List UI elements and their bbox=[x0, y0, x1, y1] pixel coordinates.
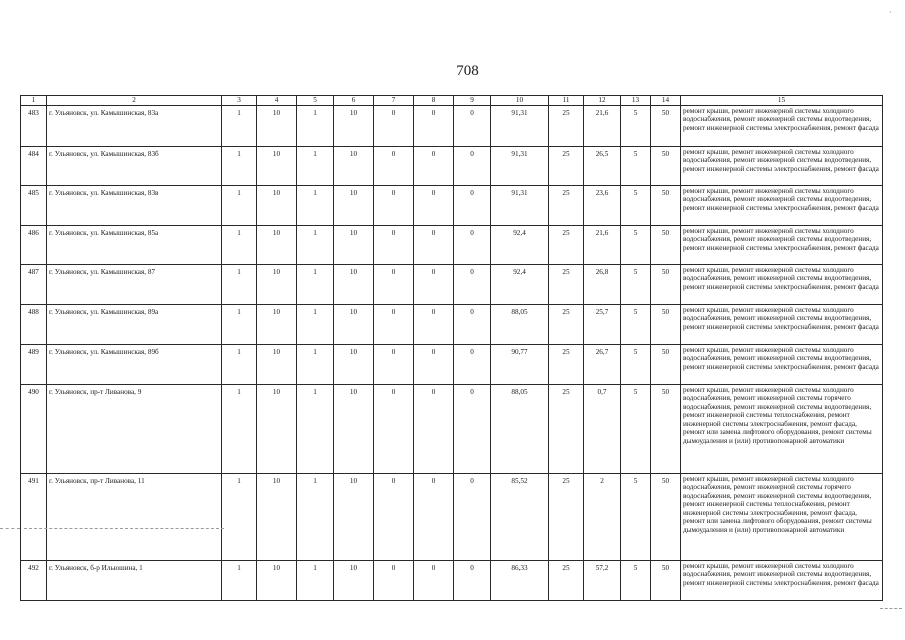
cell-col-12: 26,7 bbox=[584, 345, 621, 385]
cell-row-number: 489 bbox=[21, 345, 47, 385]
cell-col-14: 50 bbox=[651, 385, 681, 474]
cell-col-11: 25 bbox=[549, 106, 584, 147]
cell-col-7: 0 bbox=[374, 305, 414, 345]
cell-col-3: 1 bbox=[222, 305, 257, 345]
cell-address: г. Ульяновск, ул. Камышинская, 89б bbox=[47, 345, 222, 385]
cell-col-4: 10 bbox=[257, 474, 297, 561]
cell-col-13: 5 bbox=[621, 561, 651, 601]
cell-col-6: 10 bbox=[334, 226, 374, 265]
cell-col-3: 1 bbox=[222, 106, 257, 147]
cell-col-12: 26,5 bbox=[584, 147, 621, 186]
column-header-9: 9 bbox=[454, 96, 491, 106]
cell-col-8: 0 bbox=[414, 265, 454, 305]
column-header-8: 8 bbox=[414, 96, 454, 106]
table-row bbox=[21, 345, 883, 385]
cell-work-types: ремонт крыши, ремонт инженерной системы холодного водоснабжения, ремонт инженерной системы водоотведения, ремонт инженерной системы электроснабжения, ремонт фасада bbox=[681, 106, 883, 147]
cell-col-7: 0 bbox=[374, 147, 414, 186]
cell-col-13: 5 bbox=[621, 474, 651, 561]
cell-work-types: ремонт крыши, ремонт инженерной системы холодного водоснабжения, ремонт инженерной системы водоотведения, ремонт инженерной системы электроснабжения, ремонт фасада bbox=[681, 186, 883, 226]
cell-col-12: 23,6 bbox=[584, 186, 621, 226]
cell-row-number: 487 bbox=[21, 265, 47, 305]
cell-col-14: 50 bbox=[651, 147, 681, 186]
cell-col-5: 1 bbox=[297, 147, 334, 186]
cell-col-13: 5 bbox=[621, 186, 651, 226]
cell-col-10: 91,31 bbox=[491, 106, 549, 147]
column-header-11: 11 bbox=[549, 96, 584, 106]
cell-address: г. Ульяновск, пр-т Ливанова, 9 bbox=[47, 385, 222, 474]
cell-col-5: 1 bbox=[297, 385, 334, 474]
cell-col-11: 25 bbox=[549, 474, 584, 561]
cell-col-11: 25 bbox=[549, 345, 584, 385]
cell-col-11: 25 bbox=[549, 385, 584, 474]
cell-col-4: 10 bbox=[257, 305, 297, 345]
cell-col-8: 0 bbox=[414, 561, 454, 601]
cell-col-6: 10 bbox=[334, 147, 374, 186]
table-row bbox=[21, 186, 883, 226]
cell-row-number: 483 bbox=[21, 106, 47, 147]
cell-work-types: ремонт крыши, ремонт инженерной системы холодного водоснабжения, ремонт инженерной системы водоотведения, ремонт инженерной системы электроснабжения, ремонт фасада bbox=[681, 147, 883, 186]
cell-col-9: 0 bbox=[454, 147, 491, 186]
cell-col-9: 0 bbox=[454, 265, 491, 305]
cell-address: г. Ульяновск, пр-т Ливанова, 11 bbox=[47, 474, 222, 561]
cell-col-12: 57,2 bbox=[584, 561, 621, 601]
cell-col-12: 26,8 bbox=[584, 265, 621, 305]
cell-col-4: 10 bbox=[257, 226, 297, 265]
cell-col-12: 21,6 bbox=[584, 226, 621, 265]
cell-col-8: 0 bbox=[414, 305, 454, 345]
column-header-1: 1 bbox=[21, 96, 47, 106]
cell-col-6: 10 bbox=[334, 186, 374, 226]
cell-col-4: 10 bbox=[257, 186, 297, 226]
cell-col-11: 25 bbox=[549, 147, 584, 186]
cell-col-11: 25 bbox=[549, 265, 584, 305]
cell-col-5: 1 bbox=[297, 226, 334, 265]
table-body bbox=[21, 106, 883, 601]
cell-col-9: 0 bbox=[454, 226, 491, 265]
cell-col-5: 1 bbox=[297, 561, 334, 601]
cell-col-7: 0 bbox=[374, 385, 414, 474]
cell-work-types: ремонт крыши, ремонт инженерной системы холодного водоснабжения, ремонт инженерной системы водоотведения, ремонт инженерной системы электроснабжения, ремонт фасада bbox=[681, 265, 883, 305]
cell-row-number: 485 bbox=[21, 186, 47, 226]
cell-col-10: 92,4 bbox=[491, 265, 549, 305]
table-row bbox=[21, 147, 883, 186]
cell-col-11: 25 bbox=[549, 561, 584, 601]
cell-col-4: 10 bbox=[257, 265, 297, 305]
cell-col-7: 0 bbox=[374, 186, 414, 226]
cell-col-13: 5 bbox=[621, 226, 651, 265]
cell-col-14: 50 bbox=[651, 561, 681, 601]
table-row bbox=[21, 305, 883, 345]
repair-register-table bbox=[20, 95, 883, 601]
cell-row-number: 492 bbox=[21, 561, 47, 601]
cell-col-3: 1 bbox=[222, 147, 257, 186]
cell-col-8: 0 bbox=[414, 345, 454, 385]
cell-col-5: 1 bbox=[297, 474, 334, 561]
cell-col-3: 1 bbox=[222, 265, 257, 305]
table-row bbox=[21, 385, 883, 474]
cell-col-5: 1 bbox=[297, 106, 334, 147]
cell-row-number: 491 bbox=[21, 474, 47, 561]
column-header-14: 14 bbox=[651, 96, 681, 106]
cell-col-6: 10 bbox=[334, 345, 374, 385]
cell-col-14: 50 bbox=[651, 106, 681, 147]
cell-col-10: 91,31 bbox=[491, 147, 549, 186]
cell-col-4: 10 bbox=[257, 106, 297, 147]
cell-col-9: 0 bbox=[454, 474, 491, 561]
column-header-6: 6 bbox=[334, 96, 374, 106]
cell-col-4: 10 bbox=[257, 561, 297, 601]
cell-col-12: 2 bbox=[584, 474, 621, 561]
cell-col-10: 86,33 bbox=[491, 561, 549, 601]
table-row bbox=[21, 561, 883, 601]
cell-col-13: 5 bbox=[621, 345, 651, 385]
table-row bbox=[21, 106, 883, 147]
cell-col-6: 10 bbox=[334, 265, 374, 305]
column-header-5: 5 bbox=[297, 96, 334, 106]
cell-col-4: 10 bbox=[257, 147, 297, 186]
cell-col-9: 0 bbox=[454, 186, 491, 226]
cell-col-11: 25 bbox=[549, 186, 584, 226]
cell-col-7: 0 bbox=[374, 345, 414, 385]
column-header-4: 4 bbox=[257, 96, 297, 106]
scan-edge-mark: · bbox=[889, 8, 892, 17]
column-header-12: 12 bbox=[584, 96, 621, 106]
column-header-10: 10 bbox=[491, 96, 549, 106]
column-header-13: 13 bbox=[621, 96, 651, 106]
cell-col-10: 88,05 bbox=[491, 305, 549, 345]
cell-row-number: 490 bbox=[21, 385, 47, 474]
cell-col-3: 1 bbox=[222, 345, 257, 385]
cell-col-6: 10 bbox=[334, 474, 374, 561]
cell-address: г. Ульяновск, ул. Камышинская, 85а bbox=[47, 226, 222, 265]
cell-col-10: 90,77 bbox=[491, 345, 549, 385]
cell-col-3: 1 bbox=[222, 226, 257, 265]
cell-row-number: 488 bbox=[21, 305, 47, 345]
cell-col-3: 1 bbox=[222, 474, 257, 561]
cell-work-types: ремонт крыши, ремонт инженерной системы холодного водоснабжения, ремонт инженерной системы горячего водоснабжения, ремонт инженерной системы водоотведения, ремонт инженерной системы теплоснабжения, ремонт инженерной системы электроснабжения, ремонт фасада, ремонт или замена лифтового оборудования, ремонт системы дымоудаления и (или) противопожарной автоматики bbox=[681, 385, 883, 474]
cell-col-9: 0 bbox=[454, 345, 491, 385]
column-header-15: 15 bbox=[681, 96, 883, 106]
cell-col-6: 10 bbox=[334, 561, 374, 601]
cell-col-6: 10 bbox=[334, 106, 374, 147]
cell-col-5: 1 bbox=[297, 265, 334, 305]
cell-col-3: 1 bbox=[222, 186, 257, 226]
cell-address: г. Ульяновск, ул. Камышинская, 83в bbox=[47, 186, 222, 226]
cell-col-7: 0 bbox=[374, 265, 414, 305]
cell-col-13: 5 bbox=[621, 385, 651, 474]
cell-col-10: 88,05 bbox=[491, 385, 549, 474]
cell-work-types: ремонт крыши, ремонт инженерной системы холодного водоснабжения, ремонт инженерной системы водоотведения, ремонт инженерной системы электроснабжения, ремонт фасада bbox=[681, 226, 883, 265]
header-row bbox=[21, 96, 883, 106]
cell-col-14: 50 bbox=[651, 265, 681, 305]
column-header-7: 7 bbox=[374, 96, 414, 106]
cell-col-11: 25 bbox=[549, 226, 584, 265]
cell-col-7: 0 bbox=[374, 226, 414, 265]
cell-col-13: 5 bbox=[621, 265, 651, 305]
cell-col-13: 5 bbox=[621, 106, 651, 147]
cell-col-7: 0 bbox=[374, 106, 414, 147]
cell-col-10: 85,52 bbox=[491, 474, 549, 561]
cell-col-3: 1 bbox=[222, 561, 257, 601]
cell-work-types: ремонт крыши, ремонт инженерной системы холодного водоснабжения, ремонт инженерной системы водоотведения, ремонт инженерной системы электроснабжения, ремонт фасада bbox=[681, 561, 883, 601]
cell-col-14: 50 bbox=[651, 226, 681, 265]
cell-col-14: 50 bbox=[651, 345, 681, 385]
cell-address: г. Ульяновск, б-р Ильюшина, 1 bbox=[47, 561, 222, 601]
cell-col-9: 0 bbox=[454, 305, 491, 345]
cell-col-8: 0 bbox=[414, 147, 454, 186]
cell-col-13: 5 bbox=[621, 147, 651, 186]
cell-col-8: 0 bbox=[414, 385, 454, 474]
cell-col-4: 10 bbox=[257, 385, 297, 474]
page-number: 708 bbox=[456, 63, 479, 79]
cell-col-14: 50 bbox=[651, 305, 681, 345]
table-row bbox=[21, 474, 883, 561]
cell-col-12: 0,7 bbox=[584, 385, 621, 474]
cell-col-8: 0 bbox=[414, 106, 454, 147]
cell-col-6: 10 bbox=[334, 385, 374, 474]
cell-col-14: 50 bbox=[651, 186, 681, 226]
table-row bbox=[21, 226, 883, 265]
cell-row-number: 486 bbox=[21, 226, 47, 265]
cell-work-types: ремонт крыши, ремонт инженерной системы холодного водоснабжения, ремонт инженерной системы водоотведения, ремонт инженерной системы электроснабжения, ремонт фасада bbox=[681, 345, 883, 385]
cell-col-7: 0 bbox=[374, 474, 414, 561]
cell-address: г. Ульяновск, ул. Камышинская, 87 bbox=[47, 265, 222, 305]
cell-col-3: 1 bbox=[222, 385, 257, 474]
cell-col-9: 0 bbox=[454, 561, 491, 601]
cell-col-8: 0 bbox=[414, 186, 454, 226]
cell-col-9: 0 bbox=[454, 385, 491, 474]
cell-col-5: 1 bbox=[297, 345, 334, 385]
cell-col-10: 91,31 bbox=[491, 186, 549, 226]
cell-col-8: 0 bbox=[414, 226, 454, 265]
cell-address: г. Ульяновск, ул. Камышинская, 83б bbox=[47, 147, 222, 186]
cell-col-14: 50 bbox=[651, 474, 681, 561]
table-row bbox=[21, 265, 883, 305]
cell-work-types: ремонт крыши, ремонт инженерной системы холодного водоснабжения, ремонт инженерной системы водоотведения, ремонт инженерной системы электроснабжения, ремонт фасада bbox=[681, 305, 883, 345]
cell-col-9: 0 bbox=[454, 106, 491, 147]
cell-col-4: 10 bbox=[257, 345, 297, 385]
cell-col-12: 25,7 bbox=[584, 305, 621, 345]
cell-col-6: 10 bbox=[334, 305, 374, 345]
cell-col-10: 92,4 bbox=[491, 226, 549, 265]
cell-col-5: 1 bbox=[297, 186, 334, 226]
cell-row-number: 484 bbox=[21, 147, 47, 186]
cell-address: г. Ульяновск, ул. Камышинская, 89а bbox=[47, 305, 222, 345]
cell-col-5: 1 bbox=[297, 305, 334, 345]
cell-col-7: 0 bbox=[374, 561, 414, 601]
cell-col-13: 5 bbox=[621, 305, 651, 345]
cell-col-11: 25 bbox=[549, 305, 584, 345]
cell-col-12: 21,6 bbox=[584, 106, 621, 147]
column-header-2: 2 bbox=[47, 96, 222, 106]
cell-col-8: 0 bbox=[414, 474, 454, 561]
cell-work-types: ремонт крыши, ремонт инженерной системы холодного водоснабжения, ремонт инженерной системы горячего водоснабжения, ремонт инженерной системы водоотведения, ремонт инженерной системы теплоснабжения, ремонт инженерной системы электроснабжения, ремонт фасада, ремонт или замена лифтового оборудования, ремонт системы дымоудаления и (или) противопожарной автоматики bbox=[681, 474, 883, 561]
column-header-3: 3 bbox=[222, 96, 257, 106]
cell-address: г. Ульяновск, ул. Камышинская, 83а bbox=[47, 106, 222, 147]
